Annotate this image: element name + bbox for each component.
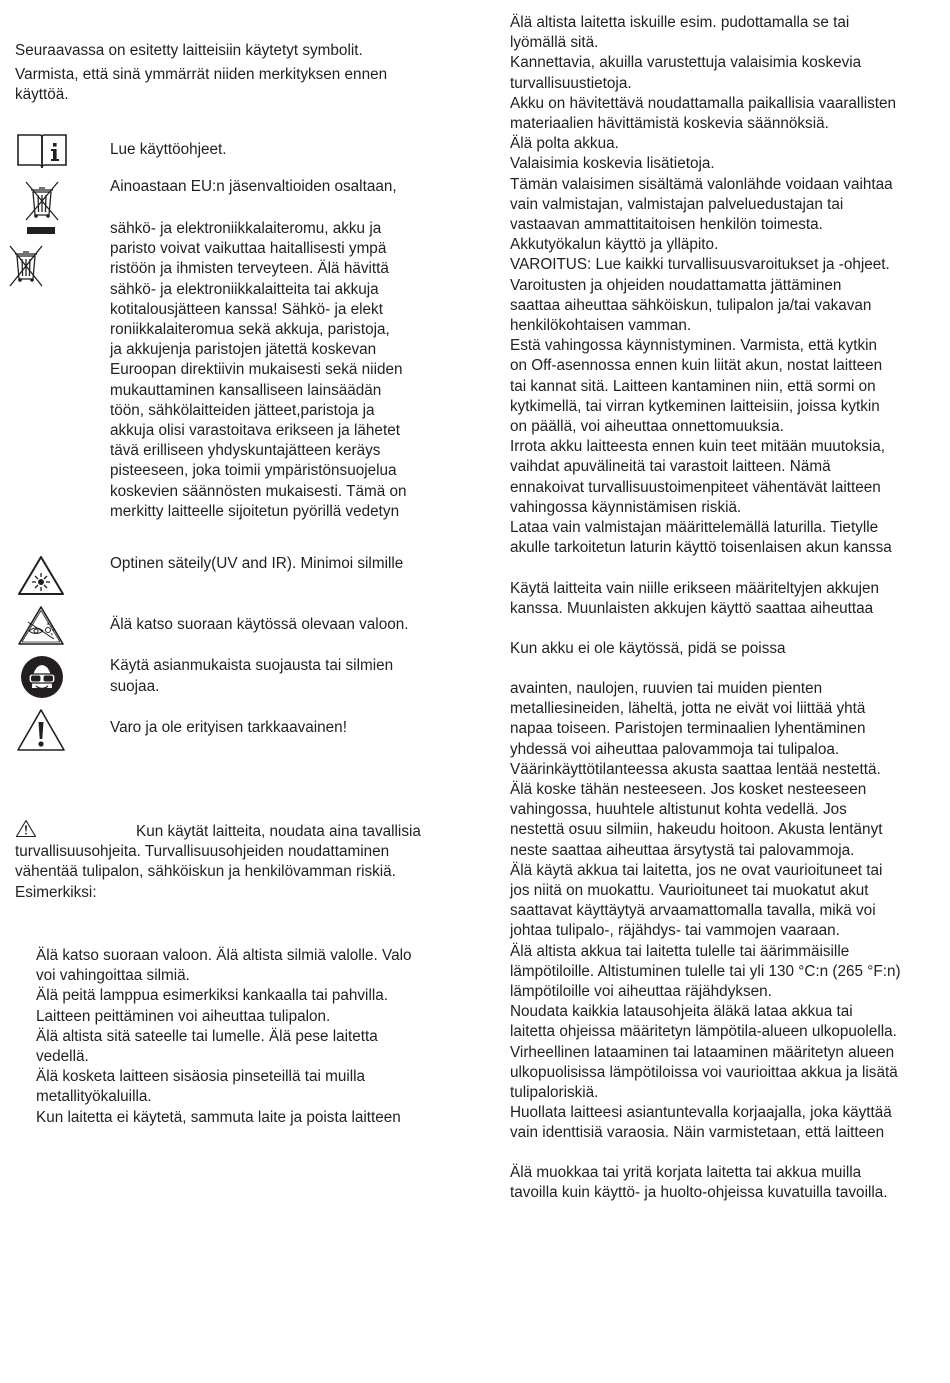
- text-line: Estä vahingossa käynnistyminen. Varmista, että kytkin: [510, 337, 878, 355]
- text-line: vain valmistajan, valmistajan palveluedustajan tai: [510, 195, 844, 213]
- right-block-1: [510, 13, 896, 558]
- text-line: saattaa aiheuttaa sähköiskun, tulipalon ja/tai vakavan: [510, 296, 872, 314]
- text-line: Valaisimia koskevia lisätietoja.: [510, 155, 715, 173]
- weee-line: paristo voivat vaikuttaa haitallisesti ympä: [110, 240, 387, 258]
- text-line: Virheellinen lataaminen tai lataaminen määritetyn alueen: [510, 1043, 895, 1061]
- text-line: vaihdat apuvälineitä tai varastoit laitteen. Nämä: [510, 458, 831, 476]
- weee-line: mukauttaminen kansalliseen lainsäädän: [110, 381, 382, 399]
- text-line: vastaavan ammattitaitoisen henkilön toimesta.: [510, 216, 823, 234]
- weee-line: pisteeseen, joka toimii ympäristönsuojelua: [110, 462, 397, 480]
- weee-line: roniikkalaiteromua sekä akkuja, paristoja,: [110, 321, 390, 339]
- text-line: tavoilla kuin käyttö- ja huolto-ohjeissa kuvatuilla tavoilla.: [510, 1184, 888, 1202]
- text-line: saattavat käyttäytyä arvaamattomalla tavalla, mikä voi: [510, 902, 876, 920]
- eye-protection-line: Käytä asianmukaista suojausta tai silmien: [110, 657, 394, 674]
- weee-line: sähkö- ja elektroniikkalaitteita tai akkuja: [110, 280, 379, 298]
- text-line: ulkopuolisissa lämpötiloissa voi vaurioittaa akkua ja lisätä: [510, 1063, 898, 1081]
- example-line: Laitteen peittäminen voi aiheuttaa tulipalon.: [36, 1007, 331, 1025]
- text-line: Tämän valaisimen sisältämä valonlähde voidaan vaihtaa: [510, 175, 893, 193]
- text-line: materiaalien hävittämistä koskevia säännöksiä.: [510, 115, 829, 133]
- example-line: vedellä.: [36, 1048, 89, 1066]
- weee-line: merkitty laitteelle sijoitetun pyörillä vedetyn: [110, 502, 400, 520]
- text-line: lämpötiloille voi aiheuttaa räjähdyksen.: [510, 983, 772, 1001]
- intro-line: Seuraavassa on esitetty laitteisiin käytetyt symbolit.: [15, 42, 363, 59]
- weee-line: kotitalousjätteen kanssa! Sähkö- ja elekt: [110, 300, 383, 318]
- weee-line: Euroopan direktiivin mukaisesti sekä niiden: [110, 361, 403, 379]
- text-line: avainten, naulojen, ruuvien tai muiden pienten: [510, 680, 823, 697]
- weee-line: ja akkujenja paristojen jätettä koskevan: [110, 341, 377, 359]
- safety-intro-line: Kun käytät laitteita, noudata aina tavallisia: [136, 823, 421, 840]
- text-line: Älä käytä akkua tai laitetta, jos ne ovat vaurioituneet tai: [510, 861, 883, 879]
- symbol-caution-text: Varo ja ole erityisen tarkkaavainen!: [110, 719, 347, 736]
- text-line: napaa toiseen. Paristojen terminaalien lyhentäminen: [510, 720, 866, 738]
- text-line: Älä koske tähän nesteeseen. Jos kosket nesteeseen: [510, 781, 867, 799]
- weee-line: sähkö- ja elektroniikkalaiteromu, akku ja: [110, 220, 382, 237]
- safety-intro-line: turvallisuusohjeita. Turvallisuusohjeiden noudattaminen: [15, 843, 390, 861]
- text-line: Älä altista akkua tai laitetta tulelle tai äärimmäisille: [510, 942, 850, 960]
- text-line: laitetta ohjeissa määritetyn lämpötila-alueen ulkopuolella.: [510, 1023, 897, 1041]
- text-line: Väärinkäyttötilanteessa akusta saattaa lentää nestettä.: [510, 760, 881, 778]
- text-line: neste saattaa aiheuttaa ärsytystä tai palovammoja.: [510, 841, 855, 859]
- text-line: lämpötiloille. Altistuminen tulelle tai yli 130 °C:n (265 °F:n): [510, 962, 901, 980]
- weee-line: töön, sähkölaitteiden jätteet,paristoja ja: [110, 401, 375, 419]
- text-line: vahingossa käynnistämisen riskiä.: [510, 498, 742, 516]
- text-line: VAROITUS: Lue kaikki turvallisuusvaroitukset ja -ohjeet.: [510, 256, 890, 274]
- text-line: lyömällä sitä.: [510, 34, 599, 52]
- weee-bin-icon: [6, 244, 46, 288]
- right-block-3: [510, 639, 786, 659]
- text-line: henkilökohtaisen vamman.: [510, 317, 692, 335]
- text-line: Varoitusten ja ohjeiden noudattamatta jättäminen: [510, 276, 842, 294]
- weee-line: akkuja olisi varastoitava erikseen ja lähetet: [110, 422, 400, 440]
- text-line: tulipaloriskiä.: [510, 1084, 599, 1102]
- text-line: Kannettavia, akuilla varustettuja valaisimia koskevia: [510, 54, 862, 72]
- safety-examples: [36, 946, 412, 1128]
- weee-line: koskevien säännösten mukaisesti. Tämä on: [110, 482, 407, 500]
- example-line: Kun laitetta ei käytetä, sammuta laite ja poista laitteen: [36, 1108, 401, 1126]
- example-line: Älä kosketa laitteen sisäosia pinseteillä tai muilla: [36, 1068, 366, 1086]
- symbol-no-stare-text: Älä katso suoraan käytössä olevaan valoon.: [110, 616, 409, 633]
- example-line: Älä altista sitä sateelle tai lumelle. Älä pese laitetta: [36, 1027, 378, 1045]
- symbols-intro: [15, 41, 435, 106]
- text-line: Akkutyökalun käyttö ja ylläpito.: [510, 236, 719, 254]
- right-block-4: [510, 679, 901, 1144]
- caution-icon: [15, 707, 67, 753]
- text-line: Älä altista laitetta iskuille esim. pudottamalla se tai: [510, 14, 850, 31]
- do-not-stare-icon: [16, 604, 66, 646]
- text-line: vain identtisiä varaosia. Näin varmistetaan, että laitteen: [510, 1124, 885, 1142]
- text-line: nestettä osuu silmiin, hakeudu hoitoon. Akusta lentänyt: [510, 821, 883, 839]
- eye-protection-line: suojaa.: [110, 678, 160, 696]
- optical-radiation-icon: [16, 554, 66, 596]
- text-line: vahingossa, huuhtele altistunut kohta vedellä. Jos: [510, 801, 847, 819]
- weee-line: tävä erilliseen yhdyskuntajätteen keräys: [110, 442, 381, 460]
- text-line: johtaa tulipalo-, räjähdys- tai vammojen vaaraan.: [510, 922, 840, 940]
- safety-intro-line: vähentää tulipalon, sähköiskun ja henkilövamman riskiä.: [15, 863, 396, 881]
- safety-intro: [15, 822, 421, 903]
- example-line: Älä katso suoraan valoon. Älä altista silmiä valolle. Valo: [36, 947, 412, 964]
- text-line: Noudata kaikkia latausohjeita äläkä lataa akkua tai: [510, 1003, 853, 1021]
- symbol-optical-text: Optinen säteily(UV and IR). Minimoi silmille: [110, 555, 404, 572]
- text-line: jos niitä on muokattu. Vaurioituneet tai muokatut akut: [510, 882, 869, 900]
- text-line: Huollata laitteesi asiantuntevalla korjaajalla, joka käyttää: [510, 1104, 892, 1122]
- right-block-5: [510, 1163, 888, 1203]
- text-line: kanssa. Muunlaisten akkujen käyttö saattaa aiheuttaa: [510, 600, 874, 618]
- text-line: Käytä laitteita vain niille erikseen määriteltyjen akkujen: [510, 580, 880, 597]
- text-line: akulle tarkoitetun laturin käyttö toisenlaisen akun kanssa: [510, 539, 892, 557]
- weee-bin-bar-icon: [22, 180, 62, 236]
- right-block-2: [510, 579, 879, 619]
- text-line: tai kannat sitä. Laitteen kantaminen niin, että sormi on: [510, 377, 876, 395]
- weee-line: ristöön ja ihmisten terveyteen. Älä hävittä: [110, 260, 389, 278]
- text-line: on Off-asennossa ennen kuin liität akun, nostat laitteen: [510, 357, 883, 375]
- safety-intro-line: Esimerkiksi:: [15, 883, 97, 901]
- text-line: Lataa vain valmistajan määrittelemällä laturilla. Tietylle: [510, 519, 879, 537]
- text-line: kytkimellä, tai virran kytkeminen laitteisiin, joissa kytkin: [510, 397, 880, 415]
- intro-line: Varmista, että sinä ymmärrät niiden merkityksen ennen käyttöä.: [15, 66, 388, 104]
- text-line: Akku on hävitettävä noudattamalla paikallisia vaarallisten: [510, 94, 897, 112]
- symbol-eu-text: Ainoastaan EU:n jäsenvaltioiden osaltaan,: [110, 178, 397, 195]
- text-line: on päällä, voi aiheuttaa onnettomuuksia.: [510, 418, 784, 436]
- text-line: metalliesineiden, läheltä, jotta ne eivät voi liittää yhtä: [510, 700, 866, 718]
- text-line: Kun akku ei ole käytössä, pidä se poissa: [510, 640, 786, 657]
- example-line: Älä peitä lamppua esimerkiksi kankaalla tai pahvilla.: [36, 987, 389, 1005]
- text-line: Älä muokkaa tai yritä korjata laitetta tai akkua muilla: [510, 1164, 862, 1181]
- eye-protection-icon: [20, 655, 64, 699]
- text-line: turvallisuustietoja.: [510, 74, 632, 92]
- read-manual-icon: [16, 130, 68, 170]
- symbol-manual-text: Lue käyttöohjeet.: [110, 141, 227, 158]
- example-line: metallityökaluilla.: [36, 1088, 152, 1106]
- text-line: Älä polta akkua.: [510, 135, 619, 153]
- weee-paragraph: [110, 219, 406, 522]
- text-line: yhdessä voi aiheuttaa palovammoja tai tulipaloa.: [510, 740, 840, 758]
- example-line: voi vahingoittaa silmiä.: [36, 967, 190, 985]
- text-line: ennakoivat turvallisuustoimenpiteet vähentävät laitteen: [510, 478, 881, 496]
- symbol-eye-protection-text: [110, 656, 393, 697]
- text-line: Irrota akku laitteesta ennen kuin teet mitään muutoksia,: [510, 438, 885, 456]
